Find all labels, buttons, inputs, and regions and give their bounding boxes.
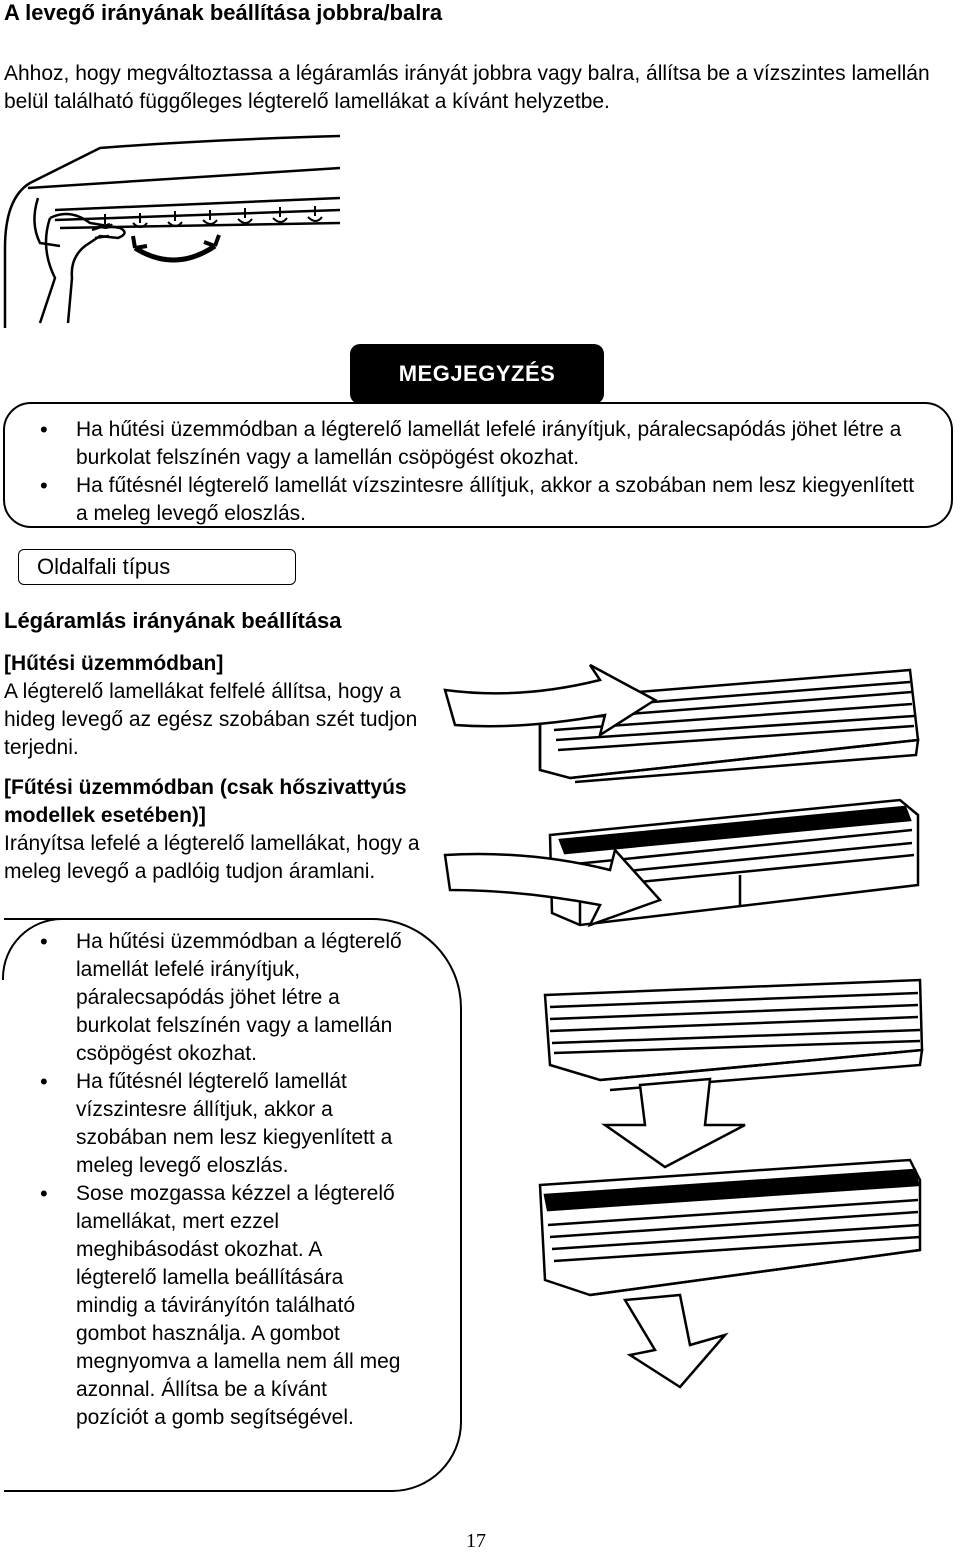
heating-section bbox=[4, 774, 434, 886]
note-item: • Ha fűtésnél légterelő lamellát vízszintesre állítjuk, akkor a szobában nem lesz kiegyenlített a meleg levegő eloszlás. bbox=[4, 472, 924, 528]
side-note-list bbox=[4, 928, 404, 1432]
heating-heading: [Fűtési üzemmódban (csak hőszivattyús modellek esetében)] bbox=[4, 776, 407, 827]
note-list bbox=[4, 416, 924, 528]
note-label: MEGJEGYZÉS bbox=[350, 344, 604, 404]
side-note-item: • Sose mozgassa kézzel a légterelő lamellákat, mert ezzel meghibásodást okozhat. A légterelő lamella beállítására mindig a távirányítón található gombot használja. A gombot megnyomva a lamella nem áll meg azonnal. Állítsa be a kívánt pozíciót a gomb segítségével. bbox=[4, 1180, 404, 1432]
cooling-text: A légterelő lamellákat felfelé állítsa, hogy a hideg levegő az egész szobában szét tudjon terjedni. bbox=[4, 680, 418, 759]
intro-paragraph: Ahhoz, hogy megváltoztassa a légáramlás irányát jobbra vagy balra, állítsa be a vízszintes lamellán belül található függőleges légterelő lamellákat a kívánt helyzetbe. bbox=[4, 62, 930, 113]
ac-unit-diagonal-arrow-illustration bbox=[530, 1155, 930, 1390]
section-title: Légáramlás irányának beállítása bbox=[4, 608, 342, 633]
louver-adjust-illustration bbox=[0, 128, 350, 333]
side-note-item: • Ha hűtési üzemmódban a légterelő lamellát lefelé irányítjuk, páralecsapódás jöhet létre a burkolat felszínén vagy a lamellán csöpögést okozhat. bbox=[4, 928, 404, 1068]
note-item: • Ha hűtési üzemmódban a légterelő lamellát lefelé irányítjuk, páralecsapódás jöhet létre a burkolat felszínén vagy a lamellán csöpögést okozhat. bbox=[4, 416, 924, 472]
ac-unit-down-arrow-illustration bbox=[540, 975, 930, 1170]
cooling-section bbox=[4, 650, 434, 762]
ac-unit-upward-airflow-illustration bbox=[440, 660, 920, 785]
ac-unit-downward-airflow-illustration bbox=[440, 795, 920, 935]
type-label-box: Oldalfali típus bbox=[18, 549, 296, 585]
page-title: A levegő irányának beállítása jobbra/balra bbox=[4, 0, 443, 25]
page-number: 17 bbox=[466, 1530, 486, 1552]
heating-text: Irányítsa lefelé a légterelő lamellákat, hogy a meleg levegő a padlóig tudjon áramlani. bbox=[4, 832, 420, 883]
cooling-heading: [Hűtési üzemmódban] bbox=[4, 652, 224, 675]
side-note-item: • Ha fűtésnél légterelő lamellát vízszintesre állítjuk, akkor a szobában nem lesz kiegyenlített a meleg levegő eloszlás. bbox=[4, 1068, 404, 1180]
